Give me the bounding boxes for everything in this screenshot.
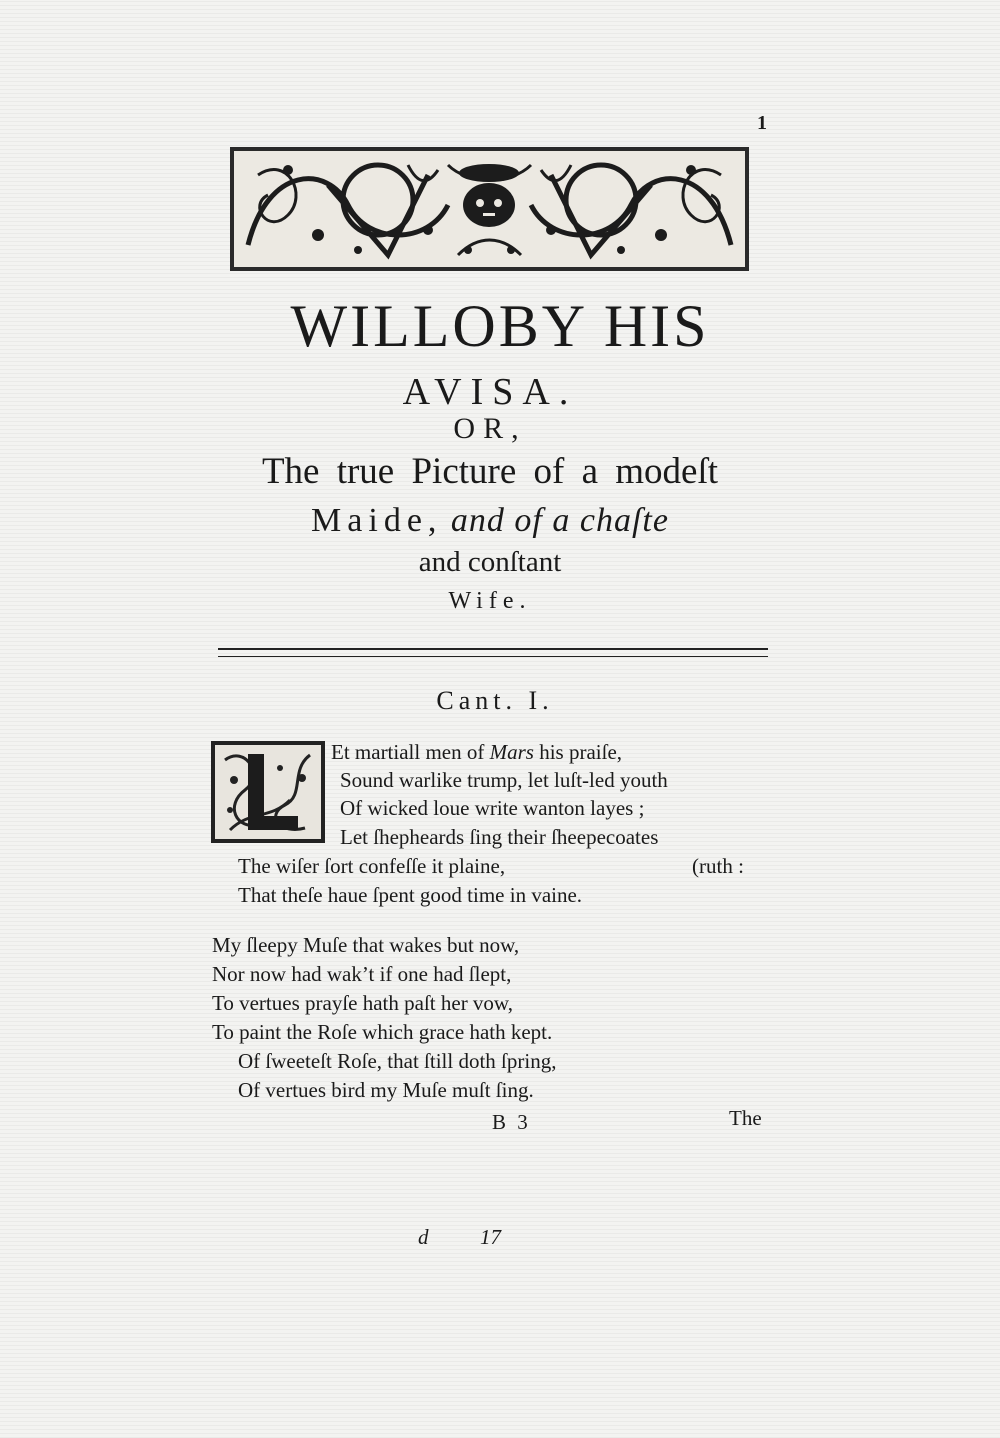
title-constant-line: and conſtant <box>418 546 562 578</box>
ornamental-headpiece <box>228 145 751 273</box>
footer-mark-right: 17 <box>480 1225 501 1249</box>
verse-line: Nor now had wak’t if one had ſlept, <box>212 962 512 986</box>
verse-line: My ſleepy Muſe that wakes but now, <box>212 933 520 957</box>
title-subtitle: AVISA. <box>402 371 578 413</box>
title-main: WILLOBY HIS <box>290 293 710 359</box>
turnover-ruth: (ruth : <box>692 854 744 878</box>
page-number: 1 <box>757 112 767 134</box>
verse-text: his praiſe, <box>533 740 623 764</box>
title-picture-line: The true Picture of a modeſt <box>261 451 719 492</box>
verse-line: Of wicked loue write wanton layes ; <box>340 796 645 820</box>
catchword: The <box>729 1106 762 1130</box>
verse-line: Let ſhepheards ſing their ſheepecoates <box>340 825 659 849</box>
verse-line: To paint the Roſe which grace hath kept. <box>212 1020 553 1044</box>
double-rule-divider <box>218 648 768 657</box>
signature-mark: B 3 <box>492 1110 531 1134</box>
verse-line: Of ſweeteſt Roſe, that ſtill doth ſpring, <box>238 1049 557 1073</box>
title-maide-italic: and of a chaſte <box>450 502 669 539</box>
verse-line: Sound warlike trump, let luſt-led youth <box>340 768 668 792</box>
footer-mark-left: d <box>418 1225 429 1249</box>
title-wife: Wife. <box>448 588 532 614</box>
verse-line: That theſe haue ſpent good time in vaine. <box>238 883 583 907</box>
title-or: OR, <box>453 412 527 445</box>
decorated-initial-l <box>210 740 326 844</box>
verse-italic: Mars <box>489 740 534 764</box>
canto-heading: Cant. I. <box>436 686 554 715</box>
verse-line: To vertues prayſe hath paſt her vow, <box>212 991 513 1015</box>
verse-text: Et martiall men of <box>331 740 490 764</box>
title-maide-line <box>0 502 980 540</box>
verse-line <box>331 742 622 763</box>
title-maide-word: Maide, <box>311 502 443 539</box>
verse-line: Of vertues bird my Muſe muſt ſing. <box>238 1078 534 1102</box>
verse-line: The wiſer ſort confeſſe it plaine, <box>238 854 506 878</box>
